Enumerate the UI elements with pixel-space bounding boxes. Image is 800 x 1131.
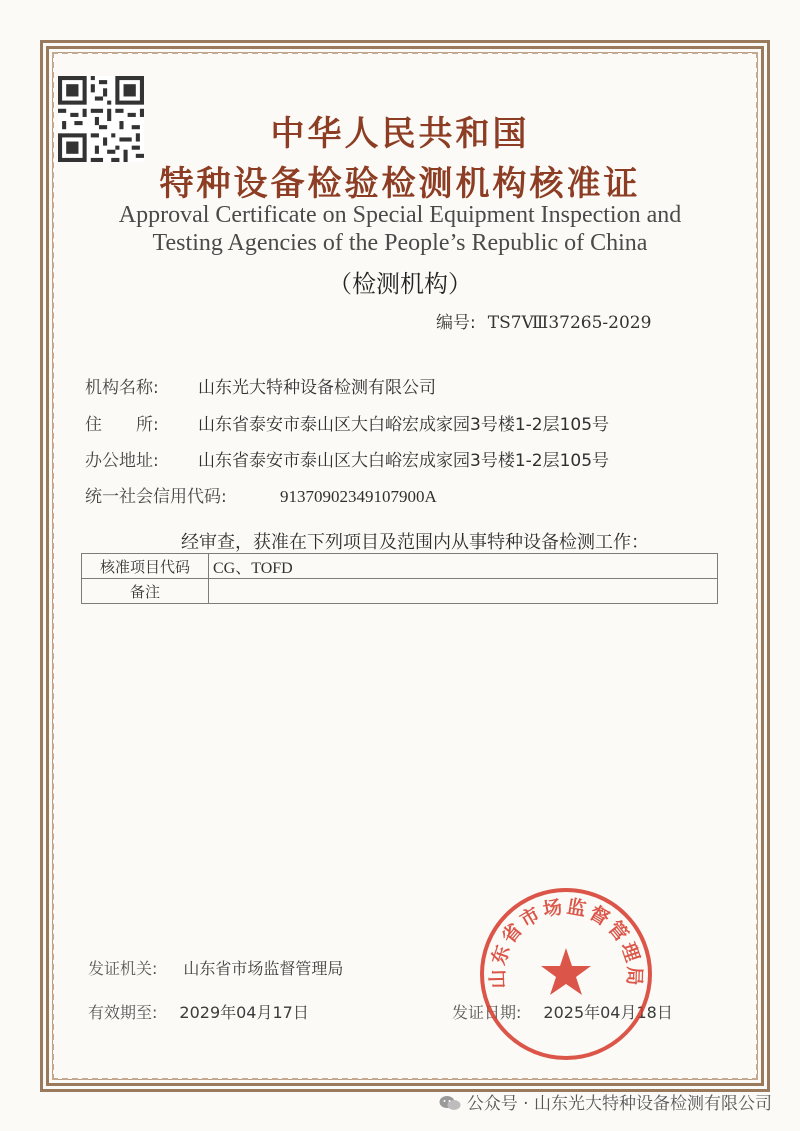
title-en-line2: Testing Agencies of the People’s Republic of China — [152, 230, 648, 256]
serial-number — [436, 308, 651, 333]
issue-date-value: 2025年04月18日 — [543, 1003, 673, 1022]
remark-label-cell: 备注 — [82, 579, 209, 604]
valid-until-value: 2029年04月17日 — [179, 1003, 309, 1022]
approval-scope-table — [81, 553, 718, 604]
issuer-label: 发证机关: — [88, 959, 158, 978]
address-row — [85, 410, 609, 435]
office-address-value: 山东省泰安市泰山区大白峪宏成家园3号楼1-2层105号 — [198, 451, 610, 471]
issuer-value: 山东省市场监督管理局 — [183, 959, 344, 978]
valid-until-row — [88, 1000, 309, 1023]
title-cn-line1: 中华人民共和国 — [270, 114, 530, 154]
code-value-cell: CG、TOFD — [209, 554, 718, 579]
table-row — [82, 579, 718, 604]
approval-statement: 经审查，获准在下列项目及范围内从事特种设备检测工作： — [181, 532, 649, 553]
credit-code-row — [85, 482, 437, 507]
org-name-label: 机构名称: — [85, 378, 159, 398]
subtitle: （检测机构） — [328, 270, 472, 298]
code-label-cell: 核准项目代码 — [82, 554, 209, 579]
watermark — [439, 1089, 772, 1114]
watermark-text: 公众号 · 山东光大特种设备检测有限公司 — [466, 1094, 772, 1114]
valid-until-label: 有效期至: — [88, 1003, 158, 1022]
office-address-label: 办公地址: — [85, 451, 159, 471]
office-address-row — [85, 446, 609, 471]
table-row — [82, 554, 718, 579]
issue-date-label: 发证日期: — [452, 1003, 522, 1022]
address-label: 住 所: — [85, 415, 159, 435]
address-value: 山东省泰安市泰山区大白峪宏成家园3号楼1-2层105号 — [198, 415, 610, 435]
wechat-icon — [439, 1095, 461, 1111]
issuer-row — [88, 956, 343, 979]
credit-code-label: 统一社会信用代码: — [85, 487, 227, 507]
official-seal-icon — [478, 886, 654, 1062]
org-name-value: 山东光大特种设备检测有限公司 — [198, 378, 436, 398]
title-cn-line2: 特种设备检验检测机构核准证 — [159, 164, 641, 204]
credit-code-value: 91370902349107900A — [280, 487, 437, 506]
title-en-line1: Approval Certificate on Special Equipment Inspection and — [118, 202, 682, 228]
svg-text:山东省市场监督管理局: 山东省市场监督管理局 — [486, 895, 646, 989]
remark-value-cell — [209, 579, 718, 604]
serial-label: 编号: — [436, 313, 476, 333]
serial-value: TS7Ⅷ37265-2029 — [487, 313, 652, 333]
org-name-row — [85, 373, 436, 398]
